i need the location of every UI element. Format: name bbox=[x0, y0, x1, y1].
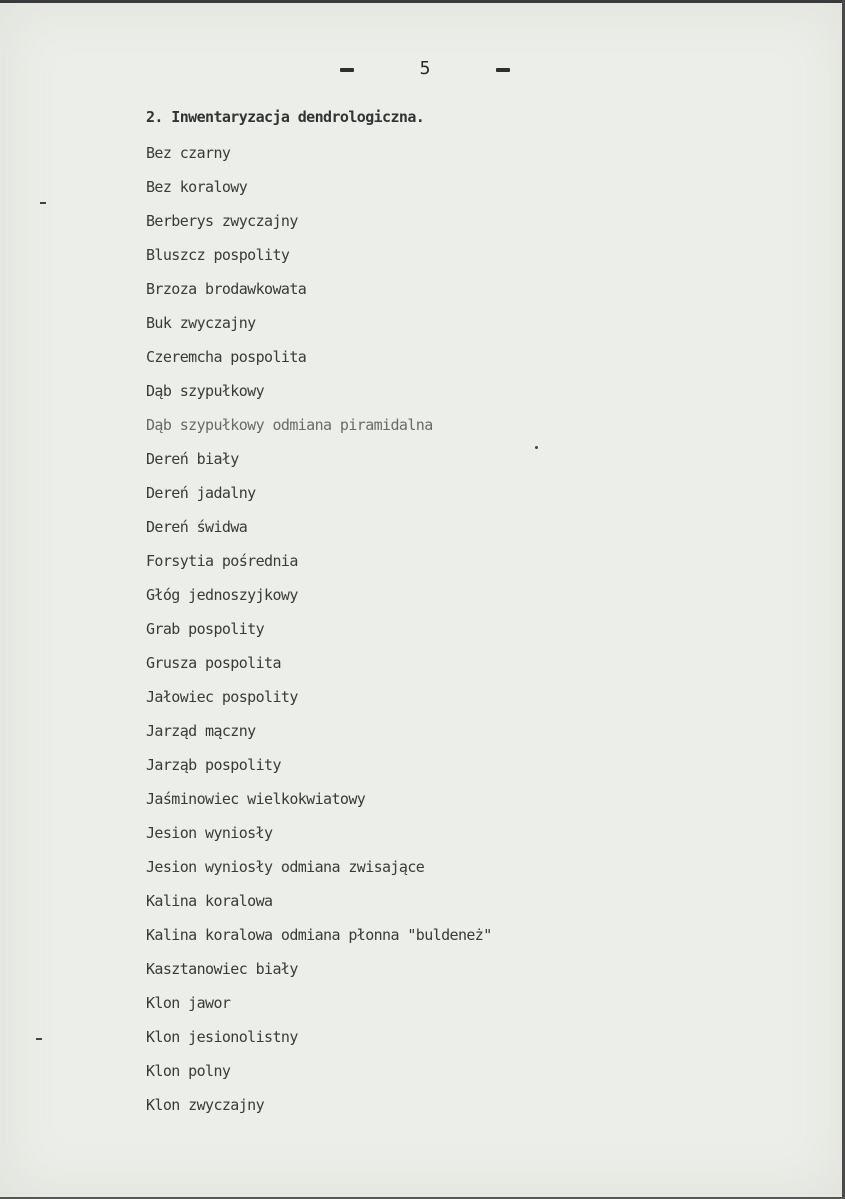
page-number-right-dash bbox=[496, 68, 510, 72]
list-item: Dąb szypułkowy bbox=[146, 382, 265, 400]
stray-mark bbox=[36, 1038, 42, 1040]
list-item: Kasztanowiec biały bbox=[146, 960, 298, 978]
list-item: Jesion wyniosły bbox=[146, 824, 273, 842]
list-item: Klon zwyczajny bbox=[146, 1096, 265, 1114]
list-item: Bluszcz pospolity bbox=[146, 246, 290, 264]
list-item: Bez koralowy bbox=[146, 178, 248, 196]
stray-mark bbox=[40, 202, 46, 204]
list-item: Dąb szypułkowy odmiana piramidalna bbox=[146, 416, 433, 434]
list-item: Jaśminowiec wielkokwiatowy bbox=[146, 790, 366, 808]
page-number-value: 5 bbox=[419, 57, 431, 79]
list-item: Jarząb pospolity bbox=[146, 756, 281, 774]
scan-border-top bbox=[0, 0, 845, 3]
list-item: Głóg jednoszyjkowy bbox=[146, 586, 298, 604]
list-item: Bez czarny bbox=[146, 144, 231, 162]
page-number-left-dash bbox=[340, 68, 354, 72]
list-item: Klon jesionolistny bbox=[146, 1028, 298, 1046]
list-item: Dereń jadalny bbox=[146, 484, 256, 502]
list-item: Klon jawor bbox=[146, 994, 231, 1012]
page-number bbox=[340, 56, 510, 80]
list-item: Grusza pospolita bbox=[146, 654, 281, 672]
list-item: Berberys zwyczajny bbox=[146, 212, 298, 230]
list-item: Dereń biały bbox=[146, 450, 239, 468]
section-heading: 2. Inwentaryzacja dendrologiczna. bbox=[146, 108, 425, 126]
list-item: Kalina koralowa bbox=[146, 892, 273, 910]
list-item: Jarząd mączny bbox=[146, 722, 256, 740]
list-item: Jesion wyniosły odmiana zwisające bbox=[146, 858, 425, 876]
list-item: Brzoza brodawkowata bbox=[146, 280, 307, 298]
list-item: Jałowiec pospolity bbox=[146, 688, 298, 706]
list-item: Buk zwyczajny bbox=[146, 314, 256, 332]
plant-list bbox=[146, 142, 492, 1128]
list-item: Kalina koralowa odmiana płonna "buldeneż" bbox=[146, 926, 492, 944]
list-item: Dereń świdwa bbox=[146, 518, 248, 536]
stray-mark bbox=[535, 446, 538, 449]
list-item: Klon polny bbox=[146, 1062, 231, 1080]
list-item: Grab pospolity bbox=[146, 620, 265, 638]
list-item: Czeremcha pospolita bbox=[146, 348, 307, 366]
list-item: Forsytia pośrednia bbox=[146, 552, 298, 570]
